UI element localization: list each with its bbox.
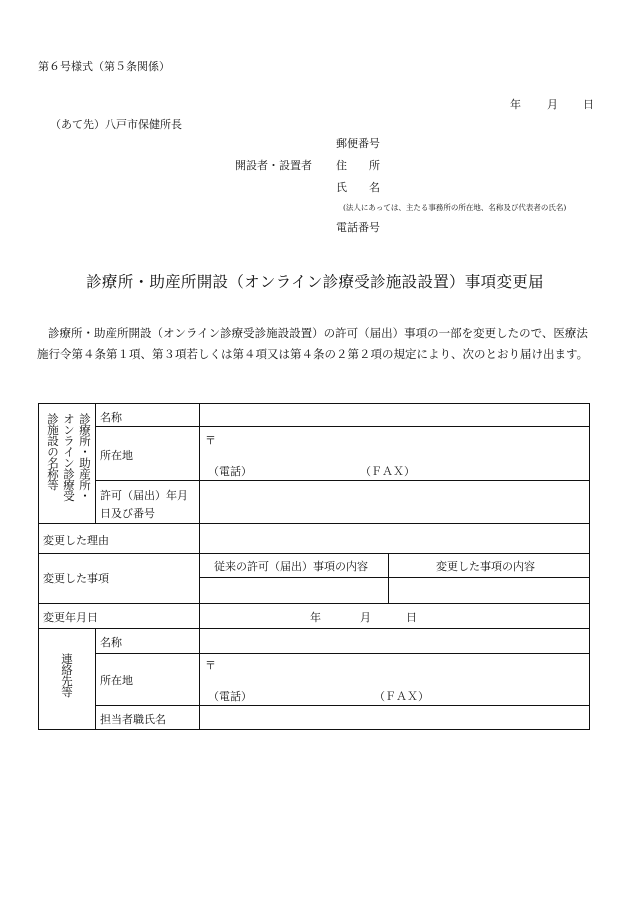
contact-group-label: 連絡先等 bbox=[60, 653, 74, 697]
date-day-label: 日 bbox=[583, 98, 594, 111]
contact-name-label: 名称 bbox=[100, 636, 122, 649]
permit-label-line2: 日及び番号 bbox=[100, 507, 155, 520]
contact-postal-mark: 〒 bbox=[205, 659, 216, 672]
date-month-label: 月 bbox=[547, 98, 558, 111]
form-number: 第６号様式（第５条関係） bbox=[38, 60, 170, 73]
facility-group-label-col2: オンライン診療受 bbox=[62, 413, 76, 501]
applicant-postal-label: 郵便番号 bbox=[336, 137, 380, 150]
change-date-label: 変更年月日 bbox=[43, 611, 98, 624]
contact-address-label: 所在地 bbox=[100, 674, 133, 687]
contact-phone-label: （電話） bbox=[208, 690, 252, 703]
applicant-corporate-note: (法人にあっては、主たる事務所の所在地、名称及び代表者の氏名) bbox=[343, 203, 567, 212]
facility-postal-mark: 〒 bbox=[205, 434, 216, 447]
contact-fax-label: （ＦＡＸ） bbox=[374, 690, 429, 703]
date-year-label: 年 bbox=[510, 98, 521, 111]
facility-group-label-col1: 診療所・助産所・ bbox=[78, 413, 92, 501]
facility-address-label: 所在地 bbox=[100, 449, 133, 462]
before-content-header: 従来の許可（届出）事項の内容 bbox=[214, 560, 368, 573]
change-date-day: 日 bbox=[406, 611, 417, 624]
contact-person-label: 担当者職氏名 bbox=[100, 713, 166, 726]
applicant-name-label: 氏 名 bbox=[336, 181, 380, 194]
applicant-label: 開設者・設置者 bbox=[235, 159, 312, 172]
change-notification-table bbox=[38, 403, 590, 730]
facility-name-label: 名称 bbox=[100, 411, 122, 424]
change-date-month: 月 bbox=[360, 611, 371, 624]
facility-fax-label: （ＦＡＸ） bbox=[360, 465, 415, 478]
body-paragraph: 診療所・助産所開設（オンライン診療受診施設設置）の許可（届出）事項の一部を変更したので、医療法施行令第４条第１項、第３項若しくは第４項又は第４条の２第２項の規定により、次のとおり届け出ます。 bbox=[37, 326, 589, 361]
facility-group-label-col3: 診施設の名称等 bbox=[46, 413, 60, 490]
document-title: 診療所・助産所開設（オンライン診療受診施設設置）事項変更届 bbox=[86, 273, 544, 291]
applicant-address-label: 住 所 bbox=[336, 159, 380, 172]
change-date-year: 年 bbox=[310, 611, 321, 624]
facility-phone-label: （電話） bbox=[208, 465, 252, 478]
permit-label-line1: 許可（届出）年月 bbox=[100, 489, 188, 502]
applicant-phone-label: 電話番号 bbox=[336, 221, 380, 234]
reason-label: 変更した理由 bbox=[43, 534, 109, 547]
after-content-header: 変更した事項の内容 bbox=[436, 560, 535, 573]
addressee: （あて先）八戸市保健所長 bbox=[50, 118, 182, 131]
changed-items-label: 変更した事項 bbox=[43, 572, 109, 585]
